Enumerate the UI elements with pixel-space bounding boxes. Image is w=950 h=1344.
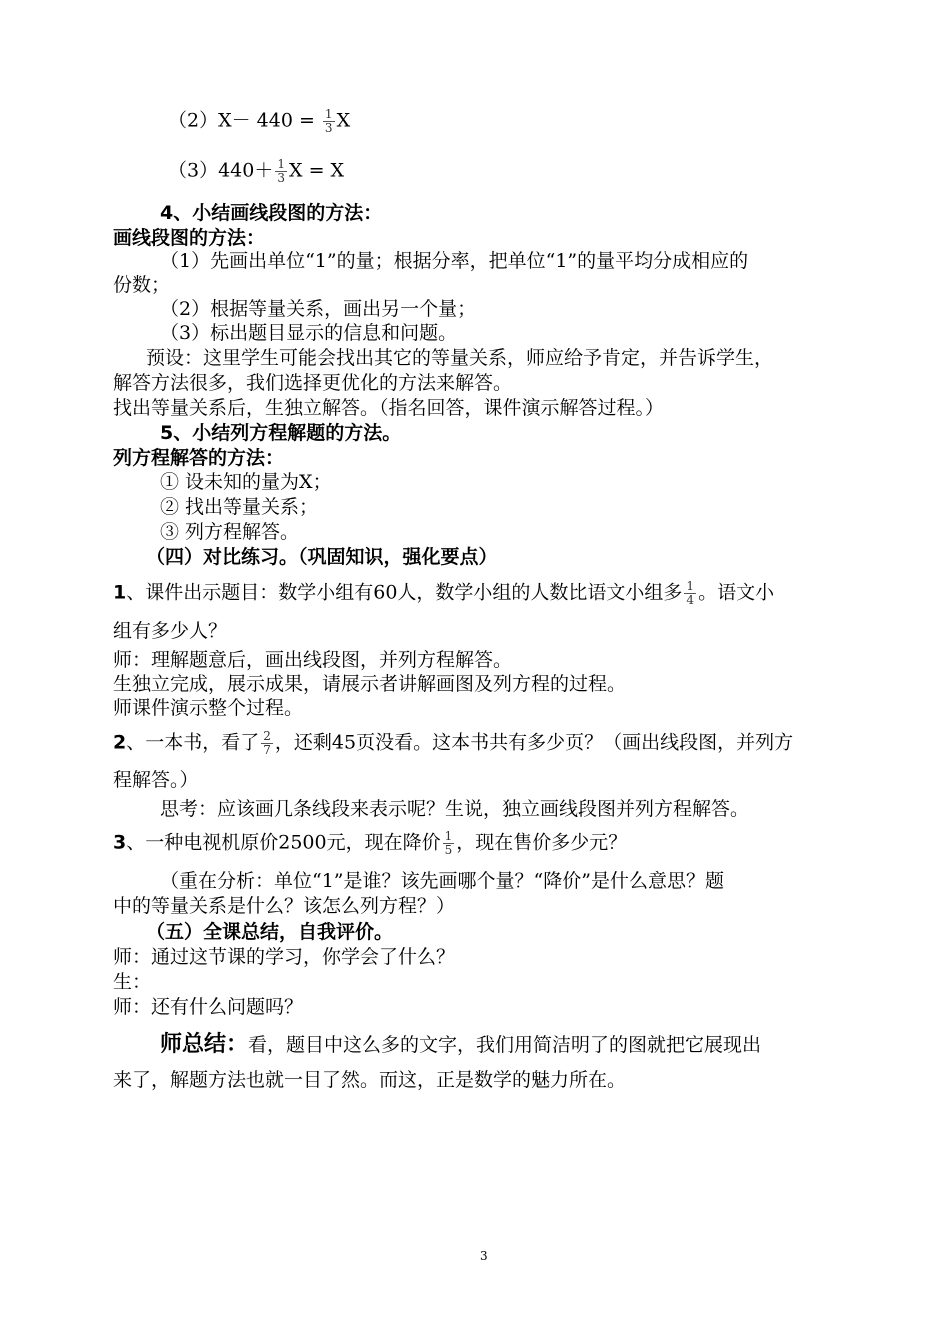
section-5-heading: （五）全课总结，自我评价。 [146, 921, 394, 943]
question-number: 2 [113, 731, 127, 754]
dialogue-teacher-1: 师：通过这节课的学习，你学会了什么？ [113, 946, 456, 968]
heading-4: 4、小结画线段图的方法： [160, 202, 383, 224]
fraction: $\frac{1}{4}$ [686, 579, 695, 607]
question-2 [113, 730, 793, 757]
method-step-3: （3）标出题目显示的信息和问题。 [160, 322, 458, 344]
question-number: 3 [113, 831, 127, 854]
question-text: 、一种电视机原价2500元，现在降价 [126, 831, 441, 854]
heading-5: 5、小结列方程解题的方法。 [160, 422, 402, 444]
question-text: 、课件出示题目：数学小组有60人，数学小组的人数比语文小组多 [126, 581, 683, 604]
student-line: 生独立完成，展示成果，请展示者讲解画图及列方程的过程。 [113, 673, 627, 695]
equation-step-3: ③ 列方程解答。 [160, 521, 300, 543]
summary-label: 师总结： [160, 1032, 249, 1057]
think-text: 思考：应该画几条线段来表示呢？生说，独立画线段图并列方程解答。 [160, 798, 750, 820]
preset-paragraph: 预设：这里学生可能会找出其它的等量关系，师应给予肯定，并告诉学生， [146, 347, 774, 369]
summary-text: 看，题目中这么多的文字，我们用简洁明了的图就把它展现出 [248, 1034, 762, 1056]
preset-paragraph-cont: 解答方法很多，我们选择更优化的方法来解答。 [113, 372, 513, 394]
fraction: $\frac{1}{5}$ [444, 829, 453, 857]
method-step-1-cont: 份数； [113, 274, 171, 296]
fraction: $\frac{1}{3}$ [277, 157, 285, 185]
method-step-1: （1）先画出单位“1”的量；根据分率，把单位“1”的量平均分成相应的 [160, 250, 749, 272]
question-1-cont: 组有多少人？ [113, 620, 228, 642]
teacher-line-2: 师课件演示整个过程。 [113, 697, 304, 719]
equation-text: （2）X－ 440 = [168, 109, 321, 132]
focus-analysis: （重在分析：单位“1”是谁？该先画哪个量？“降价”是什么意思？题 [160, 870, 724, 892]
equation-3 [168, 158, 344, 185]
dialogue-teacher-2: 师：还有什么问题吗？ [113, 996, 304, 1018]
method-step-2: （2）根据等量关系，画出另一个量； [160, 298, 477, 320]
equation-step-2: ② 找出等量关系； [160, 496, 319, 518]
question-2-cont: 程解答。） [113, 769, 199, 791]
summary-line-2: 来了，解题方法也就一目了然。而这，正是数学的魅力所在。 [113, 1069, 627, 1091]
focus-analysis-cont: 中的等量关系是什么？该怎么列方程？） [113, 895, 456, 917]
find-relation-text: 找出等量关系后，生独立解答。（指名回答，课件演示解答过程。） [113, 397, 665, 419]
teacher-line-1: 师：理解题意后，画出线段图，并列方程解答。 [113, 649, 513, 671]
question-text: ，现在售价多少元？ [456, 831, 628, 854]
question-text: 、一本书，看了 [126, 731, 260, 754]
equation-method-title: 列方程解答的方法： [113, 447, 285, 469]
equation-text: X [336, 109, 351, 132]
equation-text: X = X [289, 159, 345, 182]
question-number: 1 [113, 581, 127, 604]
question-text: ，还剩45页没看。这本书共有多少页？（画出线段图，并列方 [274, 731, 794, 754]
question-1 [113, 580, 774, 607]
dialogue-student: 生： [113, 971, 152, 993]
equation-step-1: ① 设未知的量为X； [160, 471, 332, 493]
question-text: 。语文小 [698, 581, 775, 604]
page-number: 3 [480, 1249, 488, 1263]
equation-2 [168, 108, 350, 135]
question-3 [113, 830, 627, 857]
equation-text: （3）440＋ [168, 159, 274, 182]
section-4-heading: （四）对比练习。（巩固知识，强化要点） [146, 546, 498, 568]
method-title: 画线段图的方法： [113, 227, 266, 249]
fraction: $\frac{2}{7}$ [263, 729, 271, 757]
fraction: $\frac{1}{3}$ [324, 107, 333, 135]
summary-line-1 [160, 1033, 761, 1057]
